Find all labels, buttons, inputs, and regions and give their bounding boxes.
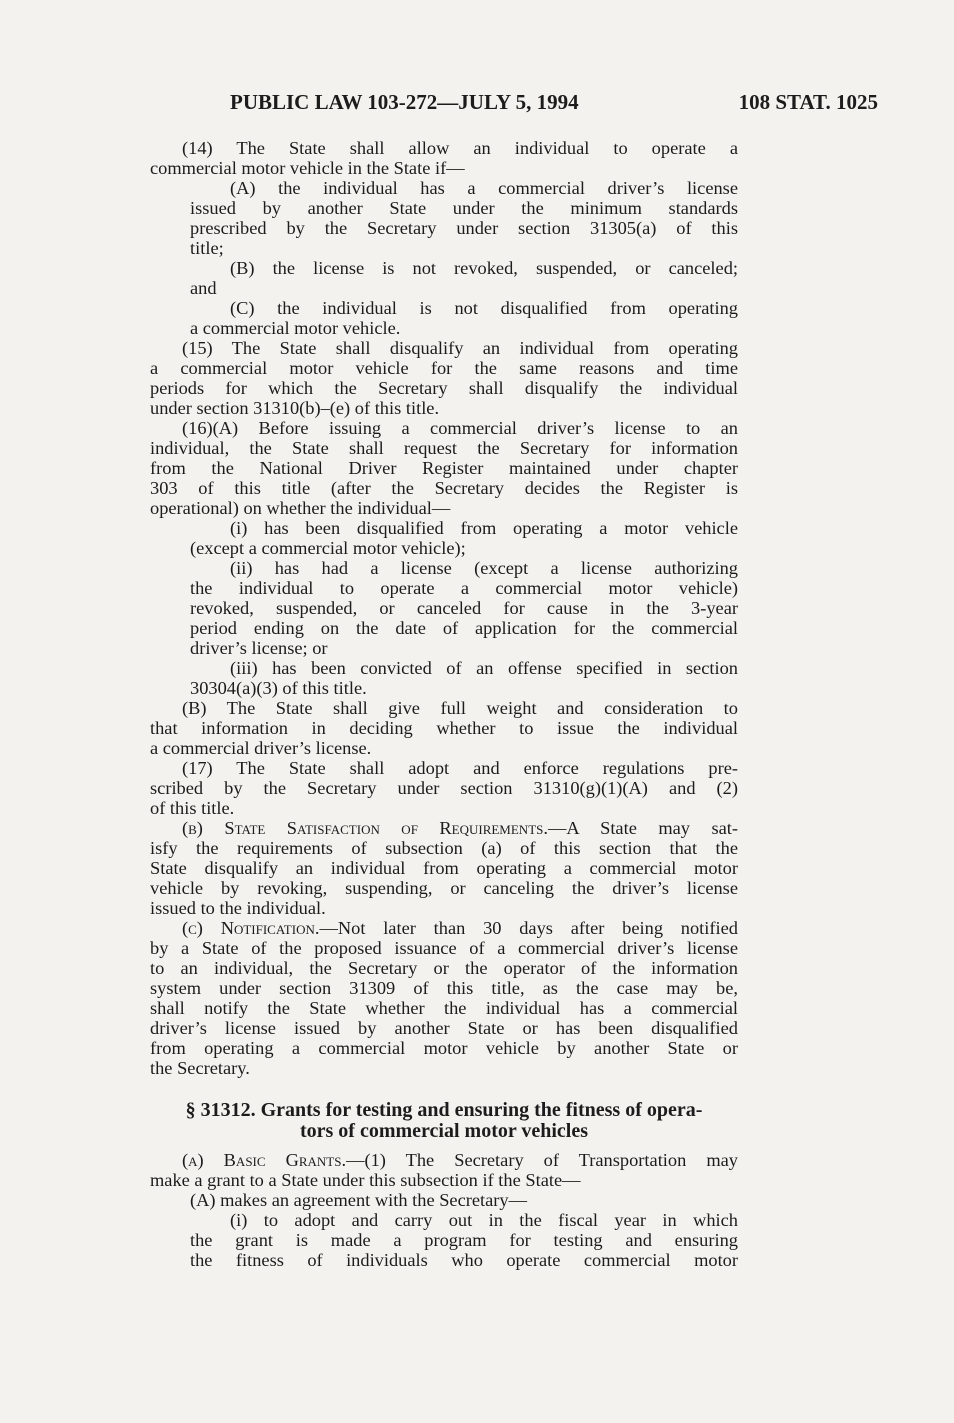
para-16-ii-line: (ii) has had a license (except a license authorizing	[230, 558, 738, 578]
subsection-b-line: State disqualify an individual from operating a commercial motor	[150, 858, 738, 878]
para-16-line: individual, the State shall request the Secretary for information	[150, 438, 738, 458]
subsection-b-line: issued to the individual.	[150, 898, 326, 918]
header-title: PUBLIC LAW 103-272—JULY 5, 1994	[230, 90, 579, 114]
subsection-b-line	[150, 818, 738, 838]
section-31312-heading	[150, 1100, 738, 1142]
para-14-B-line: and	[190, 278, 217, 298]
subsection-b-text: —A State may sat-	[547, 818, 738, 838]
subsection-c-line: driver’s license issued by another State or has been disqualified	[150, 1018, 738, 1038]
subsection-b-line: isfy the requirements of subsection (a) of this section that the	[150, 838, 738, 858]
subsection-b-line: vehicle by revoking, suspending, or canceling the driver’s license	[150, 878, 738, 898]
para-15-line: (15) The State shall disqualify an individual from operating	[182, 338, 738, 358]
para-15-line: under section 31310(b)–(e) of this title.	[150, 398, 440, 418]
section-a-A-line: (A) makes an agreement with the Secretary—	[190, 1190, 528, 1210]
section-heading-line: § 31312. Grants for testing and ensuring the fitness of opera-	[185, 1099, 703, 1121]
subsection-c-text: —Not later than 30 days after being notified	[319, 918, 738, 938]
para-16-i-line: (i) has been disqualified from operating a motor vehicle	[230, 518, 738, 538]
subsection-c-heading: (c) Notification.	[182, 918, 320, 938]
section-a-line	[150, 1150, 738, 1170]
section-a-text: —(1) The Secretary of Transportation may	[346, 1150, 738, 1170]
para-16-line: operational) on whether the individual—	[150, 498, 451, 518]
section-a-i-line: the grant is made a program for testing and ensuring	[190, 1230, 738, 1250]
para-15-line: periods for which the Secretary shall disqualify the individual	[150, 378, 738, 398]
para-16-ii-line: revoked, suspended, or canceled for cause in the 3-year	[190, 598, 738, 618]
para-14-B-line: (B) the license is not revoked, suspended, or canceled;	[230, 258, 738, 278]
para-16-ii-line: the individual to operate a commercial motor vehicle)	[190, 578, 738, 598]
para-14-A-line: title;	[190, 238, 224, 258]
para-16-i-line: (except a commercial motor vehicle);	[190, 538, 466, 558]
para-15-line: a commercial motor vehicle for the same reasons and time	[150, 358, 738, 378]
subsection-c-line: shall notify the State whether the individual has a commercial	[150, 998, 738, 1018]
para-16-B-line: a commercial driver’s license.	[150, 738, 372, 758]
document-body	[150, 138, 738, 1270]
subsection-c-line: the Secretary.	[150, 1058, 250, 1078]
para-14-line: commercial motor vehicle in the State if—	[150, 158, 465, 178]
para-14-line: (14) The State shall allow an individual to operate a	[182, 138, 738, 158]
subsection-c-line: by a State of the proposed issuance of a commercial driver’s license	[150, 938, 738, 958]
para-17-line: scribed by the Secretary under section 31310(g)(1)(A) and (2)	[150, 778, 738, 798]
subsection-c-line: system under section 31309 of this title, as the case may be,	[150, 978, 738, 998]
section-heading-line: tors of commercial motor vehicles	[299, 1120, 589, 1142]
para-17-line: (17) The State shall adopt and enforce regulations pre-	[182, 758, 738, 778]
subsection-c-line	[150, 918, 738, 938]
para-14-A-line: prescribed by the Secretary under section 31305(a) of this	[190, 218, 738, 238]
header-stat-page: 108 STAT. 1025	[738, 90, 878, 114]
para-16-ii-line: period ending on the date of application for the commercial	[190, 618, 738, 638]
section-a-i-line: (i) to adopt and carry out in the fiscal year in which	[230, 1210, 738, 1230]
para-16-line: (16)(A) Before issuing a commercial driver’s license to an	[182, 418, 738, 438]
para-16-B-line: that information in deciding whether to issue the individual	[150, 718, 738, 738]
page-header	[230, 90, 878, 122]
subsection-c-line: from operating a commercial motor vehicle by another State or	[150, 1038, 738, 1058]
para-14-A-line: (A) the individual has a commercial driver’s license	[230, 178, 738, 198]
section-a-line: make a grant to a State under this subsection if the State—	[150, 1170, 581, 1190]
para-16-line: 303 of this title (after the Secretary decides the Register is	[150, 478, 738, 498]
para-16-ii-line: driver’s license; or	[190, 638, 328, 658]
para-16-iii-line: 30304(a)(3) of this title.	[190, 678, 367, 698]
para-14-C-line: (C) the individual is not disqualified from operating	[230, 298, 738, 318]
para-16-iii-line: (iii) has been convicted of an offense specified in section	[230, 658, 738, 678]
subsection-b-heading: (b) State Satisfaction of Requirements.	[182, 818, 548, 838]
section-a-heading: (a) Basic Grants.	[182, 1150, 347, 1170]
section-a-i-line: the fitness of individuals who operate commercial motor	[190, 1250, 738, 1270]
para-16-line: from the National Driver Register maintained under chapter	[150, 458, 738, 478]
para-14-A-line: issued by another State under the minimum standards	[190, 198, 738, 218]
subsection-c-line: to an individual, the Secretary or the operator of the information	[150, 958, 738, 978]
para-14-C-line: a commercial motor vehicle.	[190, 318, 401, 338]
para-16-B-line: (B) The State shall give full weight and consideration to	[182, 698, 738, 718]
para-17-line: of this title.	[150, 798, 235, 818]
